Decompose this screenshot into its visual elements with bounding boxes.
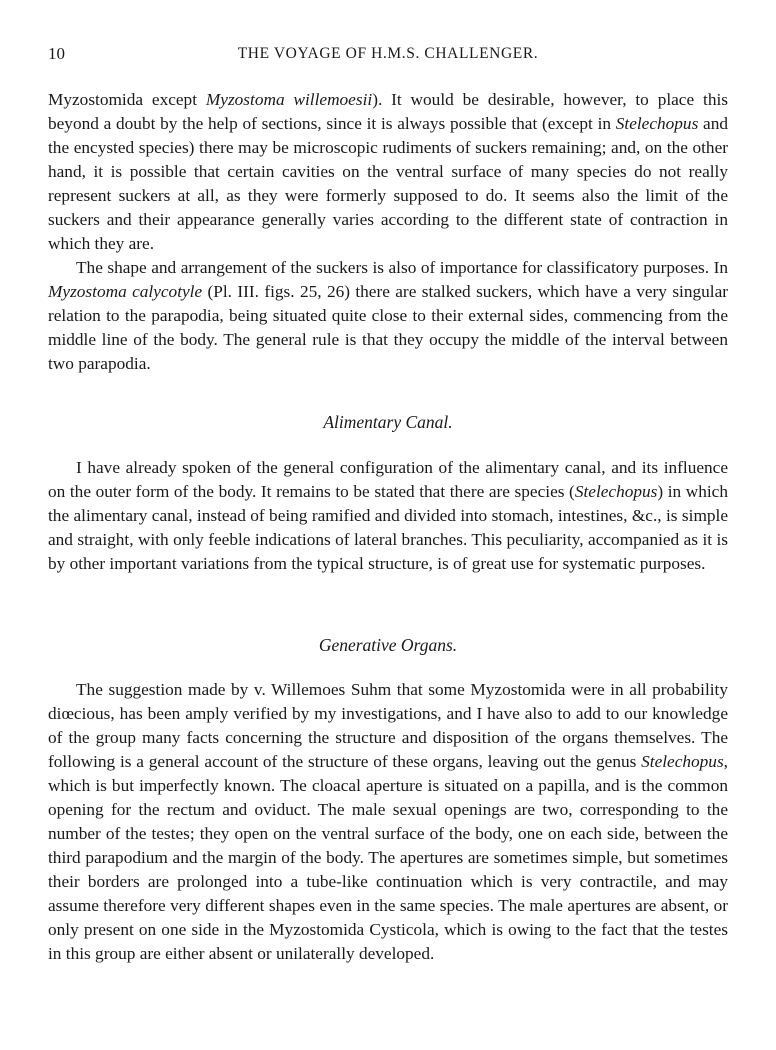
text-run: I have already spoken of the general configuration of the alimentary canal, and its influence on the outer form of the body. It remains to be stated that there are species ( [48,458,728,501]
paragraph-suckers-arrangement [48,256,728,376]
section-heading-alimentary-canal: Alimentary Canal. [323,412,453,432]
page-header [48,44,728,68]
running-head: THE VOYAGE OF H.M.S. CHALLENGER. [237,45,539,62]
text-run: ) in which the alimentary canal, instead of being ramified and divided into stomach, intestines, &c., is simple and straight, with only feeble indications of lateral branches. This peculiarity, accompanied as it is by other important variations from the typical structure, is of great use for systematic purposes. [48,482,728,573]
text-run: ). It would be desirable, however, to place this beyond a doubt by the help of sections, since it is always possible that (except in [48,90,728,133]
text-run: The suggestion made by v. Willemoes Suhm that some Myzostomida were in all probability diœcious, has been amply verified by my investigations, and I have also to add to our knowledge of the group many facts concerning the structure and disposition of the organs themselves. The following is a general account of the structure of these organs, leaving out the genus [48,680,728,771]
text-run: Myzostomida except [48,90,206,109]
italic-taxon: Myzostoma calycotyle [48,282,203,301]
paragraph-generative-organs [48,678,728,966]
text-run: (Pl. III. figs. 25, 26) there are stalked suckers, which have a very singular relation to the parapodia, being situated quite close to their external sides, commencing from the middle line of the body. The general rule is that they occupy the middle of the interval between two parapodia. [48,282,728,373]
paragraph-alimentary-canal [48,456,728,576]
italic-taxon: Stelechopus [641,752,724,771]
italic-taxon: Stelechopus [615,114,699,133]
italic-taxon: Stelechopus [574,482,658,501]
section-heading-generative-organs: Generative Organs. [318,635,458,655]
italic-taxon: Myzostoma willemoesii [205,90,373,109]
page-number: 10 [48,44,65,63]
text-run: , which is but imperfectly known. The cloacal aperture is situated on a papilla, and is the common opening for the rectum and oviduct. The male sexual openings are two, corresponding to the number of the testes; they open on the ventral surface of the body, one on each side, between the third parapodium and the margin of the body. The apertures are sometimes simple, but sometimes their borders are prolonged into a tube-like continuation which is very contractile, and may assume therefore very different shapes even in the same species. The male apertures are absent, or only present on one side in the Myzostomida Cysticola, which is owing to the fact that the testes in this group are either absent or unilaterally developed. [48,752,728,963]
text-run: and the encysted species) there may be microscopic rudiments of suckers remaining; and, on the other hand, it is possible that certain cavities on the ventral surface of many species do not really represent suckers at all, as they were formerly supposed to do. It seems also the limit of the suckers and their appearance generally varies according to the different state of contraction in which they are. [48,114,728,253]
text-run: The shape and arrangement of the suckers is also of importance for classificatory purposes. In [76,258,728,277]
paragraph-suckers-rudiments [48,88,728,256]
